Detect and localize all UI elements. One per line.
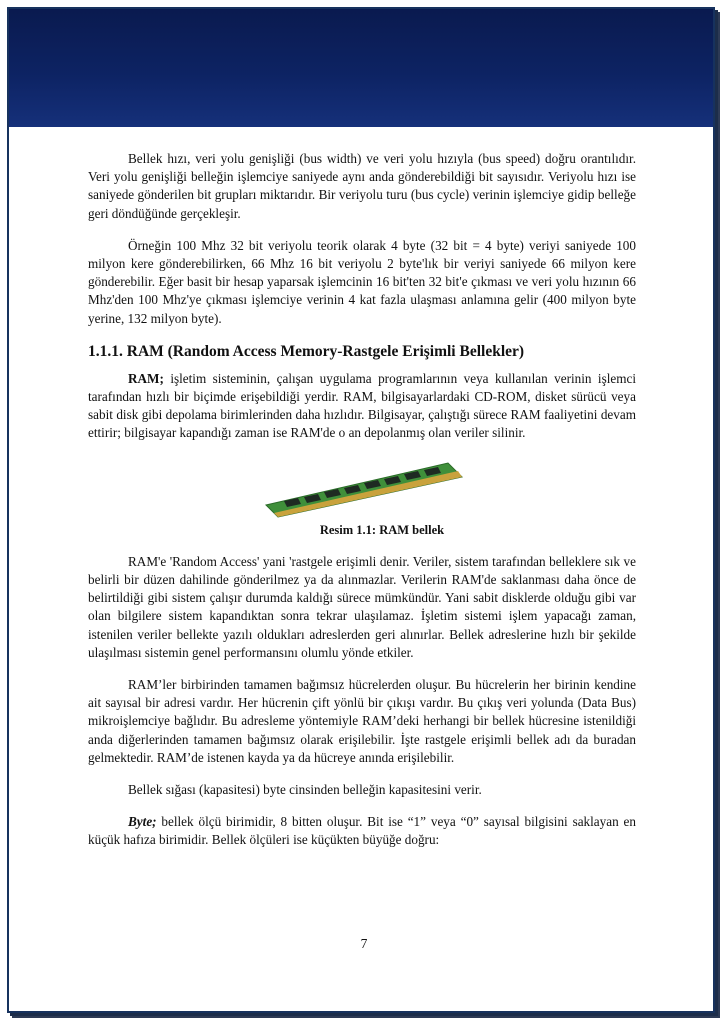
ram-module-image xyxy=(252,457,472,521)
ram-figure xyxy=(88,457,636,521)
byte-text: bellek ölçü birimidir, 8 bitten oluşur. Bit ise “1” veya “0” sayısal bilgisini saklayan en küçük hafıza birimidir. Bellek ölçüleri ise küçükten büyüğe doğru: xyxy=(88,814,636,848)
paragraph-random-access: RAM'e 'Random Access' yani 'rastgele erişimli denir. Veriler, sistem tarafından belleklere sık ve belirli bir düzen dahilinde gönderilmez ya da alınmazlar. Verilerin RAM'de saklanması daha önce de belirtildiği gibi sistem çalışır durumda kaldığı sürece mümkündür. Yani sabit disklerde olduğu gibi var olan bilgilere sistem kapandıktan sonra tekrar ulaşılamaz. İşletim sistemi işlem yapacağı zaman, istenilen veriler bellekte yazılı oldukları adreslerden geri alınırlar. Bellek adreslerine hızlı bir şekilde ulaşılması sistemin genel performansını olumlu yönde etkiler. xyxy=(88,553,636,660)
paragraph-ram-tanim xyxy=(88,370,636,443)
page-number: 7 xyxy=(360,936,368,951)
byte-lead-term: Byte; xyxy=(128,814,157,830)
section-heading-ram: 1.1.1. RAM (Random Access Memory-Rastgele Erişimli Bellekler) xyxy=(88,342,525,360)
figure-caption: Resim 1.1: RAM bellek xyxy=(319,522,445,537)
paragraph-bellek-sigasi: Bellek sığası (kapasitesi) byte cinsinden belleğin kapasitesini verir. xyxy=(128,782,482,798)
document-body xyxy=(88,150,636,864)
paragraph-byte xyxy=(88,813,636,849)
header-band xyxy=(9,9,713,127)
paragraph-hucreler: RAM’ler birbirinden tamamen bağımsız hücrelerden oluşur. Bu hücrelerin her birinin kendine ait sayısal bir adresi vardır. Her hücrenin çift yönlü bir çıkışı vardır. Bu çıkış veri yolunda (Data Bus) mikroişlemciye bağlıdır. Bu adresleme yöntemiyle RAM’deki herhangi bir bellek hücresine istenildiği anda diğerlerinden tamamen bağımsız olarak erişilebilir. İşte rastgele erişimli bellek adı da buradan gelmektedir. RAM’de istenen kayda ya da hücreye anında erişilebilir. xyxy=(88,677,636,765)
paragraph-bellek-hizi: Bellek hızı, veri yolu genişliği (bus width) ve veri yolu hızıyla (bus speed) doğru orantılıdır. Veri yolu genişliği belleğin işlemciye saniyede aynı anda gönderebildiği bit sayısıdır. Veriyolu hızı ise saniyede gönderilen bit grupları miktarıdır. Bir veriyolu turu (bus cycle) verinin işlemciye gidip belleğe geri döndüğünde gerçekleşir. xyxy=(88,151,636,221)
paragraph-ornek: Örneğin 100 Mhz 32 bit veriyolu teorik olarak 4 byte (32 bit = 4 byte) veriyi saniyede 100 milyon kere gönderebilirken, 66 Mhz 16 bit veriyolu 2 byte'lık bir veriyi saniyede 66 milyon kere gönderebilir. Eğer basit bir hesap yaparsak işlemcinin 16 bit'ten 32 bit'e çıkması ve veri yolu hızının 66 Mhz'den 100 Mhz'ye çıkması işlemciye verinin 4 kat fazla ulaşması anlamına gelir (400 milyon byte yerine, 132 milyon byte). xyxy=(88,237,636,326)
ram-tanim-text: işletim sisteminin, çalışan uygulama programlarının veya kullanılan verinin işlemci tarafından hızlı bir biçimde erişebildiği yerdir. RAM, bilgisayarlardaki CD-ROM, disket sürücü veya sabit disk gibi depolama birimlerinden daha hızlıdır. Bilgisayar, çalıştığı sürece RAM faaliyetini devam ettirir; bilgisayar kapandığı zaman ise RAM'de o an depolanmış olan veriler silinir. xyxy=(88,370,636,441)
ram-lead-term: RAM; xyxy=(128,370,164,386)
ram-gold-contacts xyxy=(274,471,462,517)
